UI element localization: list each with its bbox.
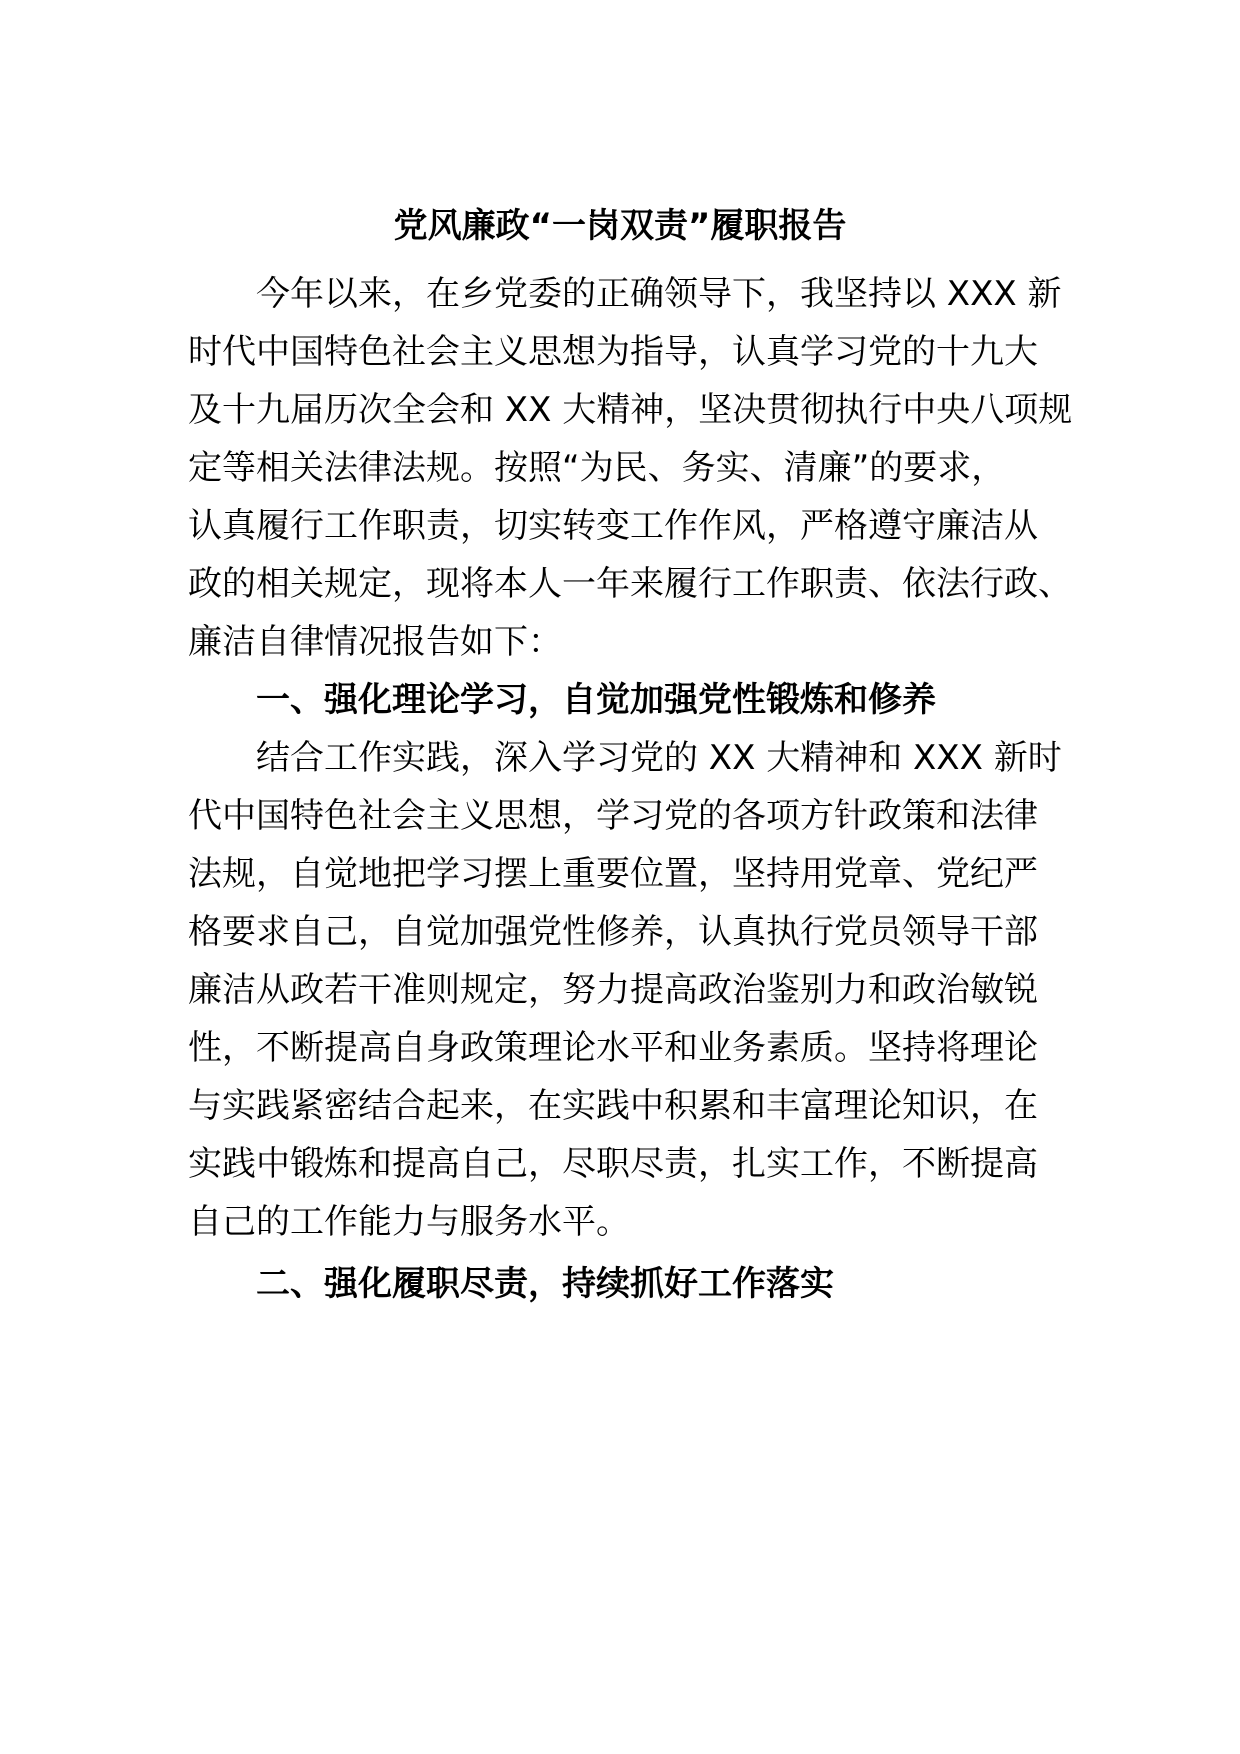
paragraph-line: 与实践紧密结合起来，在实践中积累和丰富理论知识，在 [188, 1086, 1038, 1126]
paragraph-line: 及十九届历次全会和 XX 大精神，坚决贯彻执行中央八项规 [188, 390, 1073, 430]
paragraph-line: 时代中国特色社会主义思想为指导，认真学习党的十九大 [188, 332, 1038, 372]
paragraph-line: 认真履行工作职责，切实转变工作作风，严格遵守廉洁从 [188, 506, 1038, 546]
paragraph-line: 廉洁从政若干准则规定，努力提高政治鉴别力和政治敏锐 [188, 970, 1038, 1010]
section-heading-1: 一、强化理论学习，自觉加强党性锻炼和修养 [256, 680, 936, 720]
paragraph-line: 代中国特色社会主义思想，学习党的各项方针政策和法律 [188, 796, 1038, 836]
paragraph-line: 结合工作实践，深入学习党的 XX 大精神和 XXX 新时 [256, 738, 1062, 778]
paragraph-line: 实践中锻炼和提高自己，尽职尽责，扎实工作，不断提高 [188, 1144, 1038, 1184]
paragraph-line: 法规，自觉地把学习摆上重要位置，坚持用党章、党纪严 [188, 854, 1038, 894]
paragraph-line: 定等相关法律法规。按照“为民、务实、清廉”的要求， [188, 448, 1006, 488]
paragraph-line: 政的相关规定，现将本人一年来履行工作职责、依法行政、 [188, 564, 1072, 604]
document-title: 党风廉政“一岗双责”履职报告 [393, 206, 847, 246]
paragraph-line: 格要求自己，自觉加强党性修养，认真执行党员领导干部 [188, 912, 1038, 952]
paragraph-line: 自己的工作能力与服务水平。 [188, 1202, 630, 1242]
section-heading-2: 二、强化履职尽责，持续抓好工作落实 [256, 1264, 834, 1304]
paragraph-line: 今年以来，在乡党委的正确领导下，我坚持以 XXX 新 [256, 274, 1062, 314]
paragraph-line: 廉洁自律情况报告如下： [188, 622, 562, 662]
paragraph-line: 性，不断提高自身政策理论水平和业务素质。坚持将理论 [188, 1028, 1038, 1068]
